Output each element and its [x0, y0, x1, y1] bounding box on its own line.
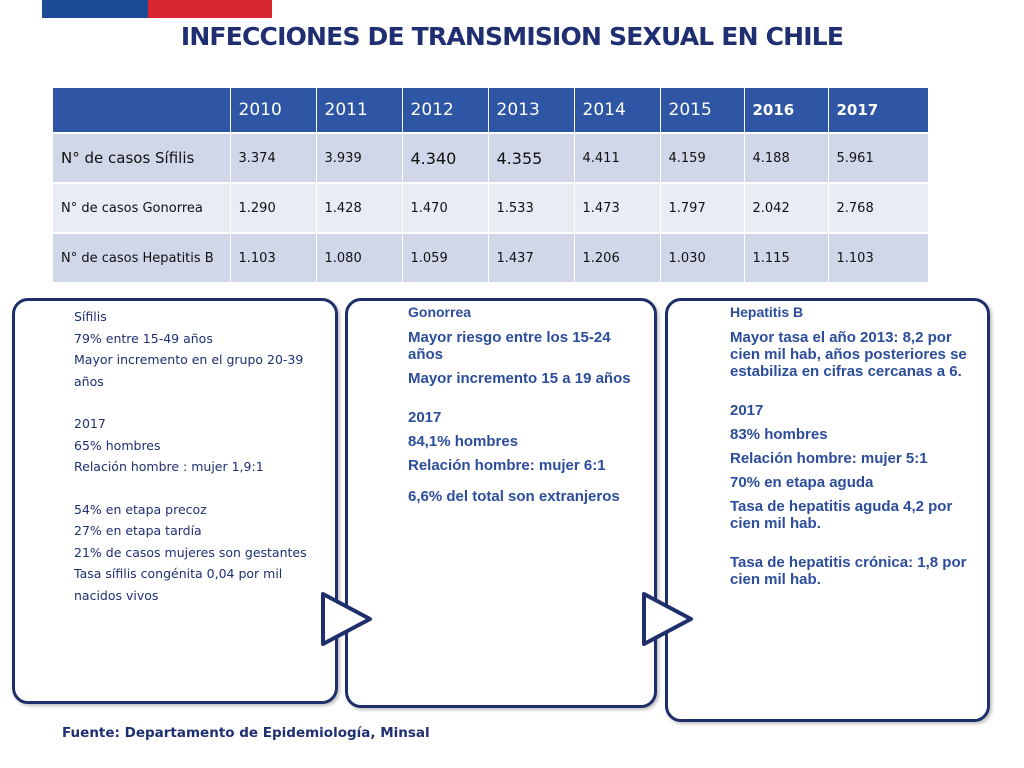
cell: 1.059	[402, 233, 488, 282]
table-header-row	[53, 88, 928, 133]
cell: 4.355	[488, 133, 574, 183]
cell: 1.206	[574, 233, 660, 282]
hepatitis-line: Tasa de hepatitis aguda 4,2 por cien mil hab.	[730, 498, 953, 532]
page-title: INFECCIONES DE TRANSMISION SEXUAL EN CHILE	[180, 22, 844, 51]
gonorrea-line: 84,1% hombres	[408, 433, 519, 450]
arrow-right-icon	[641, 592, 695, 646]
cell: 4.159	[660, 133, 744, 183]
year-header: 2017	[828, 88, 928, 133]
arrow-right-icon	[320, 592, 374, 646]
hepatitis-line: Relación hombre: mujer 5:1	[730, 450, 928, 467]
sifilis-line: 54% en etapa precoz	[74, 501, 207, 517]
gonorrea-line: Mayor incremento 15 a 19 años	[408, 370, 631, 387]
cell: 1.030	[660, 233, 744, 282]
cell: 1.115	[744, 233, 828, 282]
year-header: 2015	[660, 88, 744, 133]
year-header: 2013	[488, 88, 574, 133]
cell: 1.080	[316, 233, 402, 282]
flag-red-bar	[148, 0, 272, 18]
row-label: N° de casos Sífilis	[53, 133, 230, 183]
cell: 3.939	[316, 133, 402, 183]
table-row	[53, 133, 928, 183]
hepatitis-heading: Hepatitis B	[730, 304, 804, 320]
year-header: 2012	[402, 88, 488, 133]
hepatitis-year: 2017	[730, 402, 764, 419]
hepatitis-line: Mayor tasa el año 2013: 8,2 por cien mil hab, años posteriores se estabiliza en cifras cercanas a 6.	[730, 329, 967, 380]
sifilis-line: Relación hombre : mujer 1,9:1	[74, 459, 264, 474]
sifilis-line: 27% en etapa tardía	[74, 523, 202, 538]
gonorrea-line: 6,6% del total son extranjeros	[408, 488, 620, 505]
year-header: 2016	[744, 88, 828, 133]
sifilis-line: 65% hombres	[74, 437, 161, 453]
flag-blue-bar	[42, 0, 148, 18]
hepatitis-line: Tasa de hepatitis crónica: 1,8 por cien mil hab.	[730, 554, 967, 588]
gonorrea-line: Mayor riesgo entre los 15-24 años	[408, 329, 611, 363]
gonorrea-line: Relación hombre: mujer 6:1	[408, 457, 606, 474]
year-header: 2010	[230, 88, 316, 133]
cell: 1.797	[660, 183, 744, 233]
cell: 4.411	[574, 133, 660, 183]
gonorrea-heading: Gonorrea	[408, 304, 472, 320]
cell: 4.188	[744, 133, 828, 183]
cell: 1.428	[316, 183, 402, 233]
cell: 2.042	[744, 183, 828, 233]
cell: 1.103	[230, 233, 316, 282]
hepatitis-line: 70% en etapa aguda	[730, 474, 874, 491]
cell: 1.103	[828, 233, 928, 282]
cases-table	[53, 88, 929, 282]
cell: 1.437	[488, 233, 574, 282]
cell: 2.768	[828, 183, 928, 233]
hepatitis-content	[730, 304, 970, 595]
table-row	[53, 233, 928, 282]
row-label: N° de casos Gonorrea	[53, 183, 230, 233]
cell: 5.961	[828, 133, 928, 183]
gonorrea-year: 2017	[408, 409, 442, 426]
year-header: 2011	[316, 88, 402, 133]
year-header: 2014	[574, 88, 660, 133]
table-header-corner	[53, 88, 230, 133]
cell: 3.374	[230, 133, 316, 183]
sifilis-heading: Sífilis	[74, 309, 107, 324]
sifilis-line: 21% de casos mujeres son gestantes	[74, 544, 307, 560]
gonorrea-content	[408, 304, 638, 512]
cell: 1.470	[402, 183, 488, 233]
hepatitis-line: 83% hombres	[730, 426, 828, 443]
table-row	[53, 183, 928, 233]
sifilis-line: Tasa sífilis congénita 0,04 por mil nacidos vivos	[74, 566, 283, 603]
cell: 1.473	[574, 183, 660, 233]
cell: 4.340	[402, 133, 488, 183]
sifilis-year: 2017	[74, 416, 106, 431]
sifilis-line: Mayor incremento en el grupo 20-39 años	[74, 352, 304, 389]
cell: 1.290	[230, 183, 316, 233]
sifilis-line: 79% entre 15-49 años	[74, 330, 213, 346]
source-note: Fuente: Departamento de Epidemiología, Minsal	[62, 725, 430, 741]
cell: 1.533	[488, 183, 574, 233]
sifilis-content	[74, 306, 324, 606]
row-label: N° de casos Hepatitis B	[53, 233, 230, 282]
